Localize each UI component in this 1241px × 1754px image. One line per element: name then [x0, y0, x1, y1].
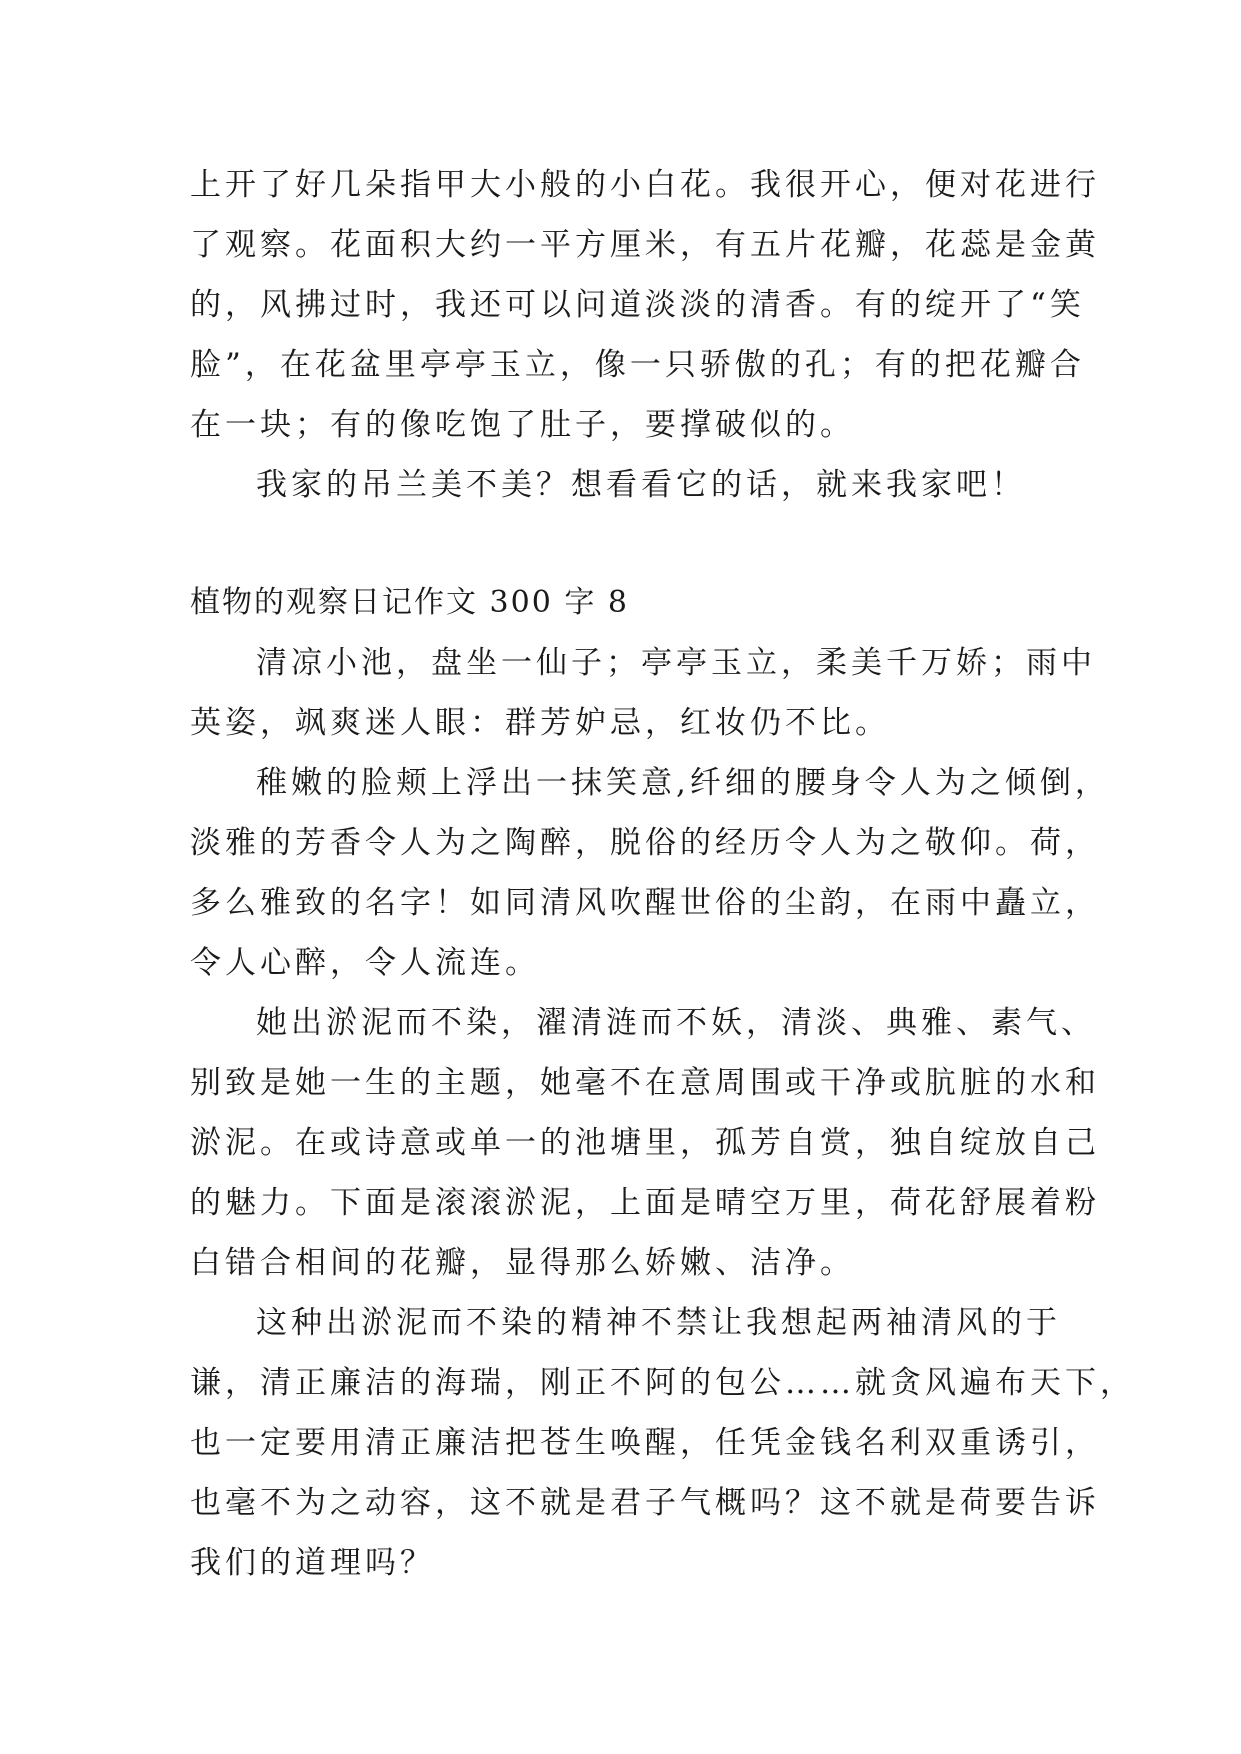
paragraph-line: 淡雅的芳香令人为之陶醉，脱俗的经历令人为之敬仰。荷，: [190, 825, 1100, 861]
section-heading-block: [190, 573, 1070, 633]
continuation-paragraph: [190, 155, 1100, 455]
paragraph-line: 多么雅致的名字！如同清风吹醒世俗的尘韵，在雨中矗立，: [190, 885, 1100, 921]
paragraph-line: 稚嫩的脸颊上浮出一抹笑意,纤细的腰身令人为之倾倒，: [256, 765, 1110, 801]
paragraph-line: 我们的道理吗？: [190, 1545, 435, 1581]
paragraph-line: 的，风拂过时，我还可以问道淡淡的清香。有的绽开了“笑: [190, 287, 1085, 323]
paragraph-line: 别致是她一生的主题，她毫不在意周围或干净或肮脏的水和: [190, 1065, 1100, 1101]
paragraph-1: [190, 633, 1096, 753]
paragraph-line: 淤泥。在或诗意或单一的池塘里，孤芳自赏，独自绽放自己: [190, 1125, 1100, 1161]
section-heading: 植物的观察日记作文 300 字 8: [190, 585, 629, 620]
paragraph-line: 在一块；有的像吃饱了肚子，要撑破似的。: [190, 407, 855, 443]
paragraph-3: [190, 993, 1100, 1293]
paragraph-line: 我家的吊兰美不美？想看看它的话，就来我家吧！: [256, 467, 1026, 503]
paragraph-4: [190, 1293, 1135, 1593]
paragraph-line: 上开了好几朵指甲大小般的小白花。我很开心，便对花进行: [190, 167, 1100, 203]
paragraph-line: 清凉小池，盘坐一仙子；亭亭玉立，柔美千万娇；雨中: [256, 645, 1096, 681]
paragraph-line: 谦，清正廉洁的海瑞，刚正不阿的包公……就贪风遍布天下，: [190, 1365, 1135, 1401]
paragraph-line: 英姿，飒爽迷人眼：群芳妒忌，红妆仍不比。: [190, 705, 890, 741]
paragraph-line: 她出淤泥而不染，濯清涟而不妖，清淡、典雅、素气、: [256, 1005, 1096, 1041]
paragraph-line: 令人心醉，令人流连。: [190, 945, 540, 981]
paragraph-line: 的魅力。下面是滚滚淤泥，上面是晴空万里，荷花舒展着粉: [190, 1185, 1100, 1221]
paragraph-line: 脸”，在花盆里亭亭玉立，像一只骄傲的孔；有的把花瓣合: [190, 347, 1085, 383]
paragraph-line: 也一定要用清正廉洁把苍生唤醒，任凭金钱名利双重诱引，: [190, 1425, 1100, 1461]
paragraph-line: 这种出淤泥而不染的精神不禁让我想起两袖清风的于: [256, 1305, 1061, 1341]
paragraph-2: [190, 753, 1110, 993]
paragraph-line: 也毫不为之动容，这不就是君子气概吗？这不就是荷要告诉: [190, 1485, 1100, 1521]
paragraph-line: 了观察。花面积大约一平方厘米，有五片花瓣，花蕊是金黄: [190, 227, 1100, 263]
paragraph-line: 白错合相间的花瓣，显得那么娇嫩、洁净。: [190, 1245, 855, 1281]
closing-paragraph: [190, 455, 1070, 515]
